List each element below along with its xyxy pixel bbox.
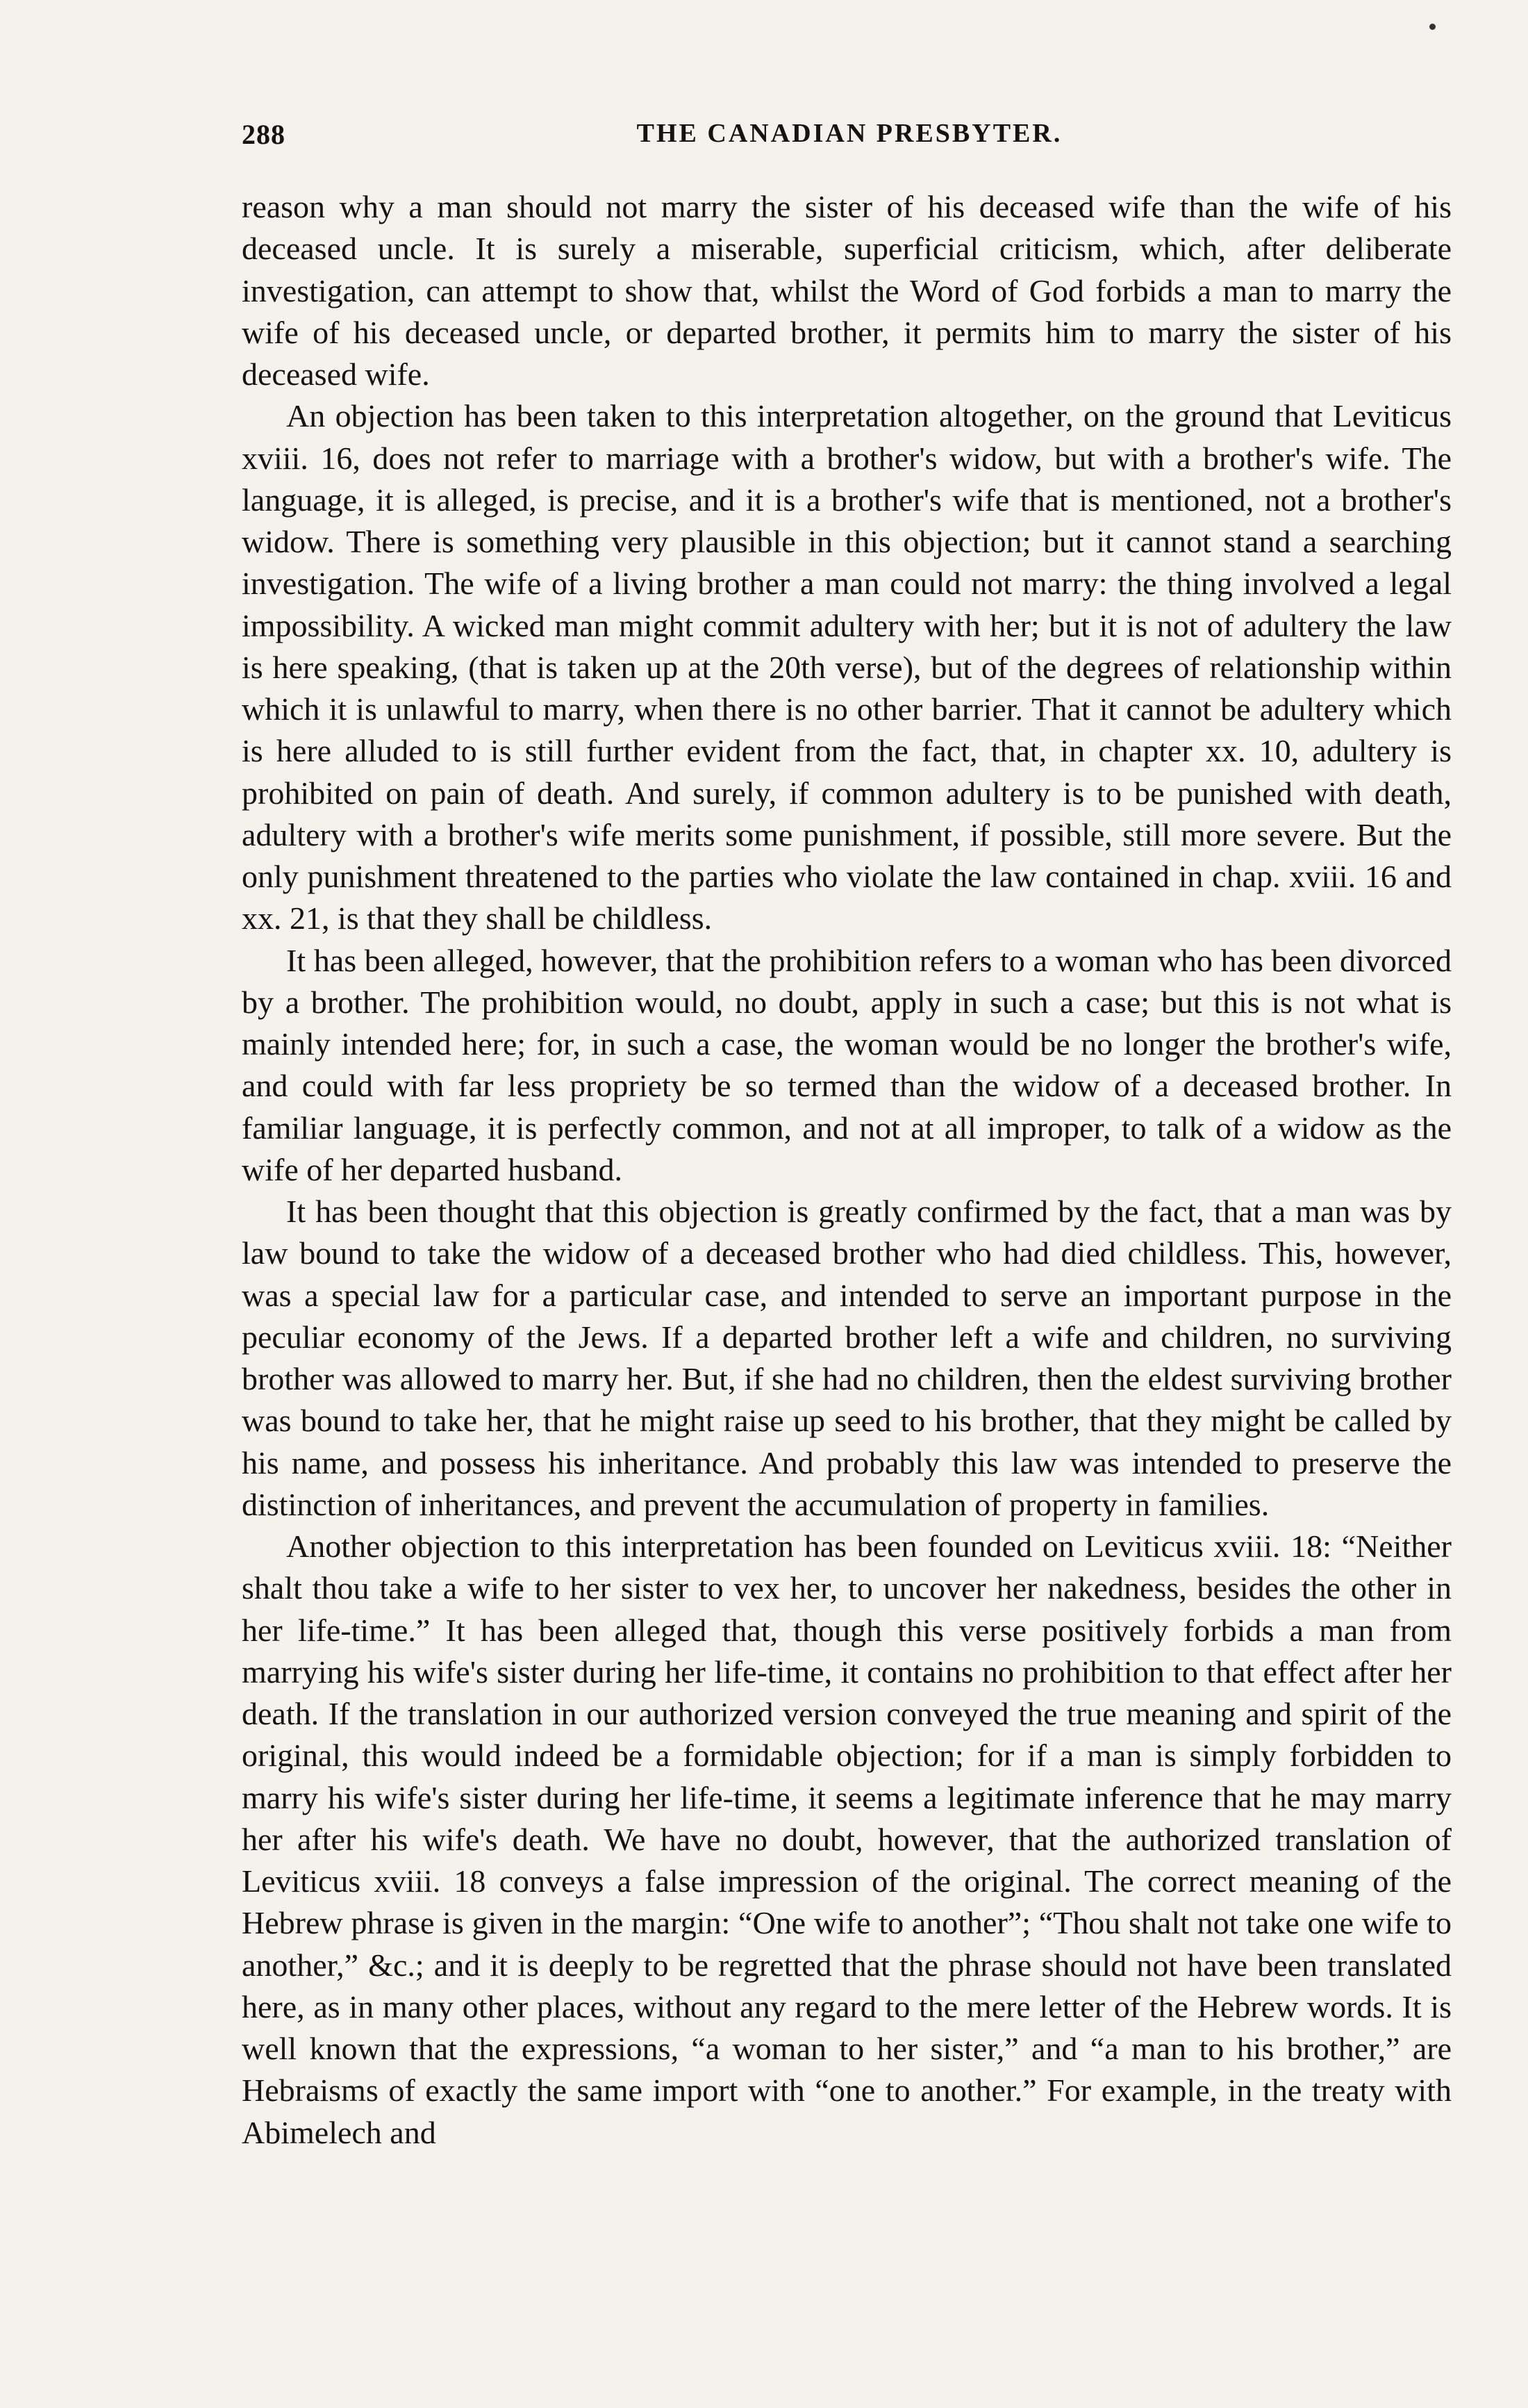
page-number: 288: [242, 119, 285, 150]
article-body: [242, 186, 1452, 2154]
running-head: THE CANADIAN PRESBYTER.: [636, 119, 1063, 148]
paragraph-continued: reason why a man should not marry the sister of his deceased wife than the wife of his deceased uncle. It is surely a miserable, superficial criticism, which, after deliberate investigation, can attempt to show that, whilst the Word of God forbids a man to marry the wife of his deceased uncle, or departed brother, it permits him to marry the sister of his deceased wife.: [242, 189, 1452, 392]
paragraph: Another objection to this interpretation has been founded on Leviticus xviii. 18: “Neither shalt thou take a wife to her sister to vex her, to uncover her nakedness, besides the other in her life-time.” It has been alleged that, though this verse positively forbids a man from marrying his wife's sister during her life-time, it contains no prohibition to that effect after her death. If the translation in our authorized version conveyed the true meaning and spirit of the original, this would indeed be a formidable objection; for if a man is simply forbidden to marry his wife's sister during her life-time, it seems a legitimate inference that he may marry her after his wife's death. We have no doubt, however, that the authorized translation of Leviticus xviii. 18 conveys a false impression of the original. The correct meaning of the Hebrew phrase is given in the margin: “One wife to another”; “Thou shalt not take one wife to another,” &c.; and it is deeply to be regretted that the phrase should not have been translated here, as in many other places, without any regard to the mere letter of the Hebrew words. It is well known that the expressions, “a woman to her sister,” and “a man to his brother,” are Hebraisms of exactly the same import with “one to another.” For example, in the treaty with Abimelech and: [242, 1528, 1452, 2150]
paragraph: An objection has been taken to this interpretation altogether, on the ground that Leviticus xviii. 16, does not refer to marriage with a brother's widow, but with a brother's wife. The language, it is alleged, is precise, and it is a brother's wife that is mentioned, not a brother's widow. There is something very plausible in this objection; but it cannot stand a searching investigation. The wife of a living brother a man could not marry: the thing involved a legal impossibility. A wicked man might commit adultery with her; but it is not of adultery the law is here speaking, (that is taken up at the 20th verse), but of the degrees of relationship within which it is unlawful to marry, when there is no other barrier. That it cannot be adultery which is here alluded to is still further evident from the fact, that, in chapter xx. 10, adultery is prohibited on pain of death. And surely, if common adultery is to be punished with death, adultery with a brother's wife merits some punishment, if possible, still more severe. But the only punishment threatened to the parties who violate the law contained in chap. xviii. 16 and xx. 21, is that they shall be childless.: [242, 398, 1452, 937]
paragraph: It has been thought that this objection is greatly confirmed by the fact, that a man was by law bound to take the widow of a deceased brother who had died childless. This, however, was a special law for a particular case, and intended to serve an important purpose in the peculiar economy of the Jews. If a departed brother left a wife and children, no surviving brother was allowed to marry her. But, if she had no children, then the eldest surviving brother was bound to take her, that he might raise up seed to his brother, that they might be called by his name, and possess his inheritance. And probably this law was intended to preserve the distinction of inheritances, and prevent the accumulation of property in families.: [242, 1194, 1452, 1522]
ink-speck: [1429, 24, 1436, 30]
page-header: [242, 118, 1457, 160]
paragraph: It has been alleged, however, that the prohibition refers to a woman who has been divorced by a brother. The prohibition would, no doubt, apply in such a case; but this is not what is mainly intended here; for, in such a case, the woman would be no longer the brother's wife, and could with far less propriety be so termed than the widow of a deceased brother. In familiar language, it is perfectly common, and not at all improper, to talk of a widow as the wife of her departed husband.: [242, 942, 1452, 1187]
